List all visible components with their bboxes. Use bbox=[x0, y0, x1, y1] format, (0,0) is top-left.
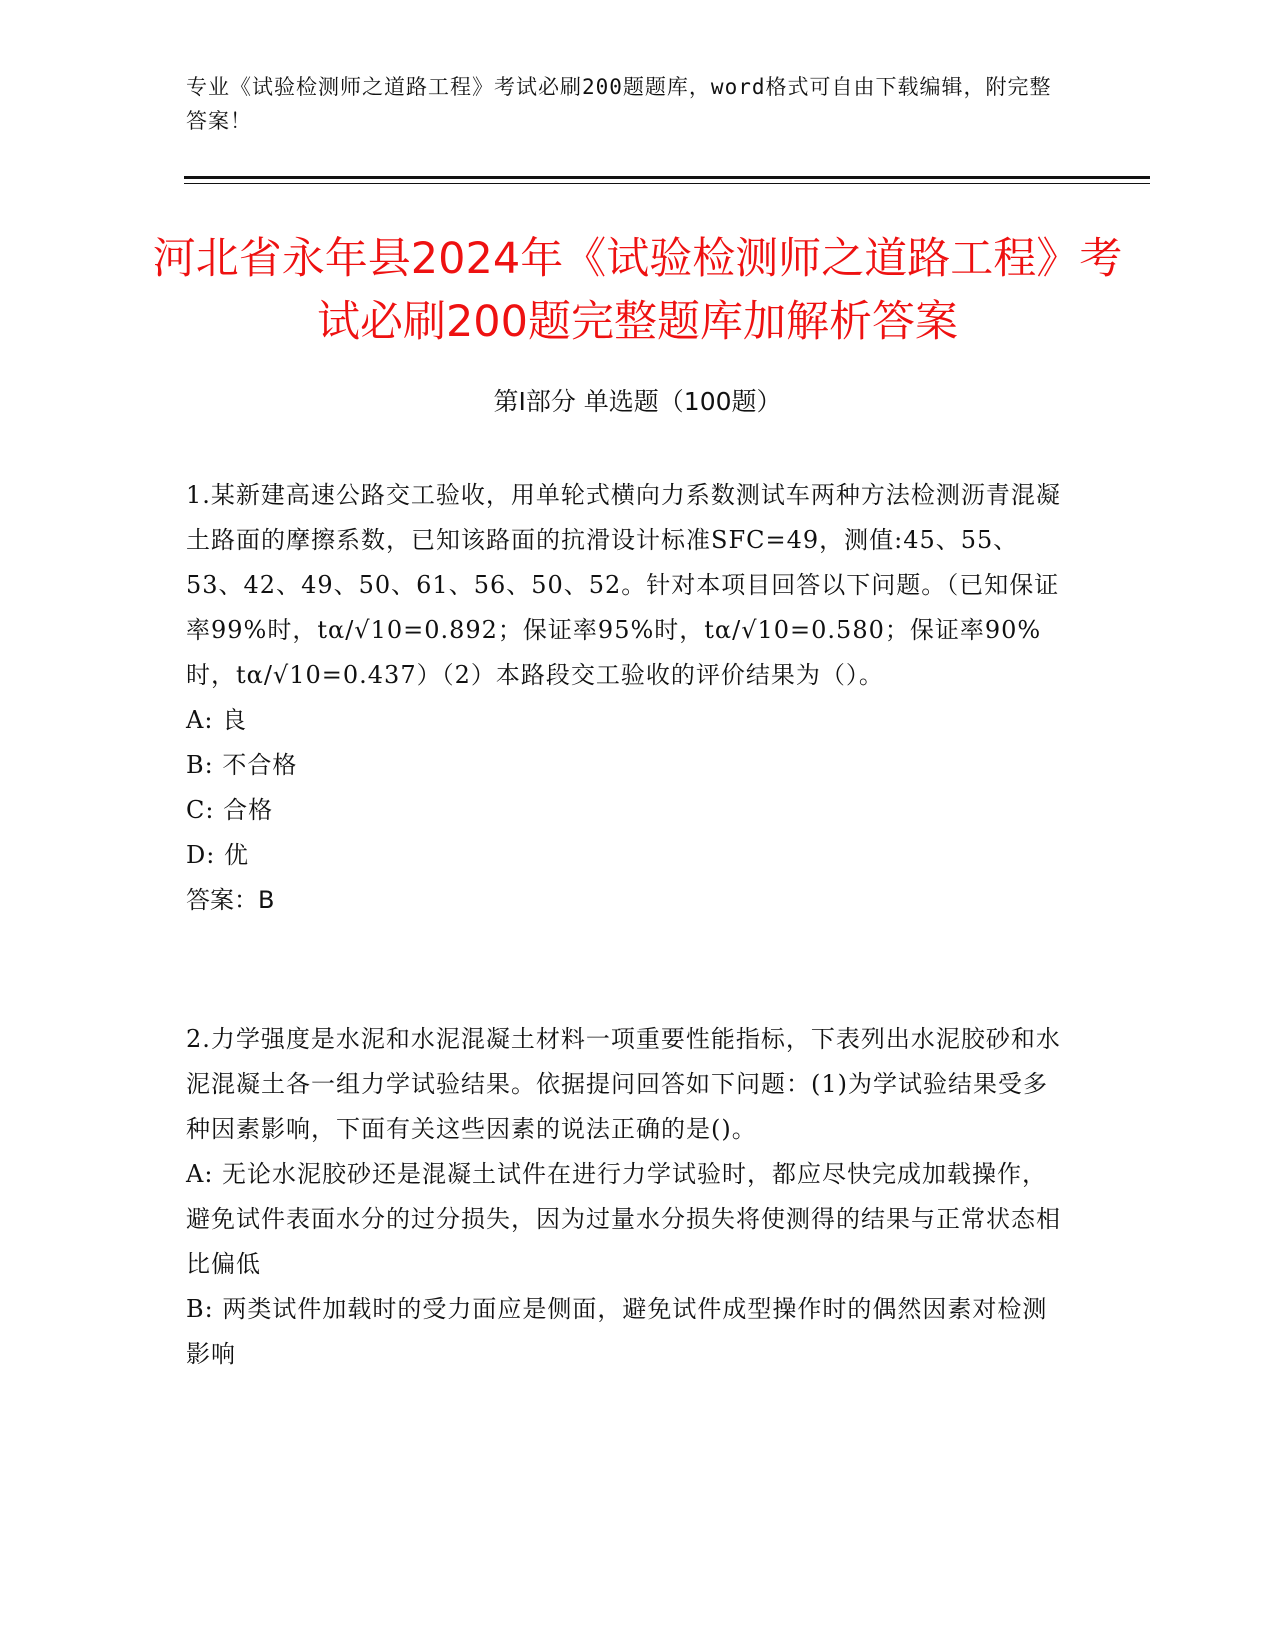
question-1 bbox=[186, 473, 1066, 923]
option-a: A: 良 bbox=[186, 706, 248, 734]
option-c: C: 合格 bbox=[186, 796, 274, 824]
option-b: B: 两类试件加载时的受力面应是侧面，避免试件成型操作时的偶然因素对检测影响 bbox=[186, 1295, 1048, 1368]
header-note: 专业《试验检测师之道路工程》考试必刷200题题库，word格式可自由下载编辑，附完整答案！ bbox=[186, 75, 1052, 133]
option-d: D: 优 bbox=[186, 841, 249, 869]
document-title: 河北省永年县2024年《试验检测师之道路工程》考试必刷200题完整题库加解析答案 bbox=[152, 234, 1123, 347]
question-stem: 2.力学强度是水泥和水泥混凝土材料一项重要性能指标，下表列出水泥胶砂和水泥混凝土各一组力学试验结果。依据提问回答如下问题：(1)为学试验结果受多种因素影响，下面有关这些因素的说法正确的是()。 bbox=[186, 1025, 1061, 1143]
header-divider-thin bbox=[184, 183, 1150, 184]
option-a: A: 无论水泥胶砂还是混凝土试件在进行力学试验时，都应尽快完成加载操作，避免试件表面水分的过分损失，因为过量水分损失将使测得的结果与正常状态相比偏低 bbox=[186, 1160, 1061, 1278]
header-divider-thick bbox=[184, 176, 1150, 179]
question-stem: 1.某新建高速公路交工验收，用单轮式横向力系数测试车两种方法检测沥青混凝土路面的摩擦系数，已知该路面的抗滑设计标准SFC=49，测值:45、55、53、42、49、50、61、56、50、52。针对本项目回答以下问题。（已知保证率99%时，tα/√10=0.892；保证率95%时，tα/√10=0.580；保证率90%时，tα/√10=0.437）（2）本路段交工验收的评价结果为（）。 bbox=[186, 481, 1061, 689]
question-2 bbox=[186, 1017, 1066, 1377]
answer-text: 答案：B bbox=[186, 886, 275, 914]
option-b: B: 不合格 bbox=[186, 751, 298, 779]
section-heading: 第Ⅰ部分 单选题（100题） bbox=[493, 387, 782, 416]
